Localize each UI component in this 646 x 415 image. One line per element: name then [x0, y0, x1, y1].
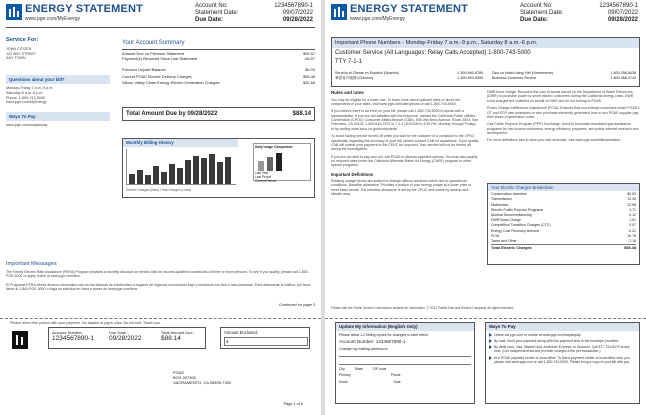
summary-row-label: Silicon Valley Clean Energy Electric Generation Charges: [122, 79, 220, 85]
account-number: 1234567890-1: [599, 3, 638, 9]
breakdown-total-row: [491, 244, 636, 250]
coupon-total-amount: $88.14: [161, 335, 181, 342]
header-meta: [520, 3, 638, 24]
phone-value: 1-800-893-9555: [457, 76, 483, 80]
page-number: Page 1 of 5: [283, 402, 303, 406]
total-amount-due-value: $88.14: [292, 111, 311, 117]
summary-row-value: $95.57: [303, 50, 315, 56]
phone-numbers-box: [331, 37, 640, 87]
amount-enclosed-box: [220, 327, 310, 349]
breakdown-label: Nuclear Decommissioning: [491, 213, 532, 217]
statement-date-label: Statement Date:: [520, 10, 564, 16]
statement-date: 09/07/2022: [282, 10, 313, 16]
breakdown-label: DWR Bond Charge: [491, 218, 521, 223]
chart-bar: [225, 157, 232, 184]
rules-and-rates: [331, 90, 479, 302]
zip-field-label: ZIP code: [372, 367, 387, 372]
statement-url: www.pge.com/MyEnergy: [350, 16, 406, 22]
address-line-1-input[interactable]: [339, 351, 471, 357]
billing-history-chart: [122, 138, 315, 198]
questions-website-link[interactable]: www.pge.com/MyEnergy: [6, 100, 47, 105]
service-town: ANY TOWN: [6, 56, 26, 61]
account-summary: [122, 40, 315, 86]
bullet-arrow-icon: [489, 333, 492, 337]
chart-bar: [193, 156, 200, 184]
questions-hours-saturday: Saturday 8 a.m.-6 p.m.: [6, 90, 44, 95]
update-info-instructions: Please allow 1-2 billing cycles for changes to take effect.: [339, 332, 429, 337]
questions-info: [6, 86, 110, 105]
pge-logo: [331, 4, 347, 20]
pay-option-online: Online via pge.com or mobile at www.pge.com/waystopay.: [494, 332, 582, 337]
phone-value: 1-800-468-4743: [610, 76, 636, 80]
messages-english: The Family Electric Rate Assistance (FERA) Program provides a monthly discount on electric bills for income-qualified households of three or more persons. To see if you qualify, please call 1-800-PGE-5000 or apply online at www.pge.com/fera.: [6, 269, 309, 279]
breakdown-total-label: Total Electric Charges: [491, 245, 532, 251]
phone-field-label[interactable]: Phone: [390, 373, 401, 378]
breakdown-label: Energy Cost Recovery Amount: [491, 228, 539, 233]
phone-label: Servicio al Cliente en Español (Spanish): [335, 71, 400, 75]
phone-row-chinese: [335, 76, 483, 81]
service-for-label: Service For:: [6, 37, 39, 43]
coupon-total-label: Total Amount Due:: [161, 330, 194, 335]
summary-divider: [122, 49, 315, 50]
coupon-due-date: 09/28/2022: [109, 335, 142, 342]
service-street: 123 ANY STREET: [6, 51, 37, 56]
chart-bar: [185, 160, 192, 184]
statement-url: www.pge.com/MyEnergy: [25, 16, 81, 22]
chart-plot-area: [126, 149, 236, 185]
footnote: Please visit the Public Service Commission website for information. © 2022 Pacific Gas and Electric Company. All rights reserved.: [331, 306, 514, 310]
breakdown-label: Taxes and Other: [491, 238, 517, 243]
pay-option-card: By debit card, Visa, MasterCard, American Express, or Discover. Call 877-704-8470 at any time. (Our independent service provider charges a fee per transaction.): [494, 345, 630, 354]
chart-bar: [209, 154, 216, 184]
update-info-title: Update My Information (English Only): [336, 323, 474, 331]
customer-service-line: Customer Service (All Languages; Relay Calls Accepted) 1-800-743-5000: [335, 49, 531, 56]
chart-bar: [161, 172, 168, 184]
coupon-account-number: 1234567890-1: [52, 335, 94, 342]
breakdown-value: 2.18: [629, 238, 636, 243]
charges-breakdown-box: [487, 183, 640, 265]
questions-phone: Phone: 1-800-743-5000: [6, 95, 45, 100]
breakdown-value: 0.07: [629, 223, 636, 228]
pge-logo: [6, 4, 22, 20]
remit-address: [173, 370, 231, 385]
update-account-label: Account Number:: [339, 338, 375, 344]
messages-title: Important Messages: [6, 261, 57, 267]
ways-to-pay-title: Ways To Pay: [486, 323, 639, 331]
chart-caption: Electric Charges (Bars) / Gas Charges (Lines): [126, 188, 192, 192]
summary-row-label: Payment(s) Received Since Last Statement: [122, 56, 198, 62]
breakdown-total-value: $55.48: [624, 245, 636, 251]
legend-last-period: Last Period: [255, 175, 272, 179]
summary-row-label: Current PG&E Electric Delivery Charges: [122, 74, 192, 80]
due-date-label: Due Date:: [520, 17, 549, 23]
pay-option-in-person: At a PG&E payment center or local office. To find a payment center or local office near you, please visit www.pge.com or call 1-800-743-5000. Please bring a copy of your bill with you.: [494, 355, 631, 364]
breakdown-value: 22.98: [627, 202, 636, 207]
due-date: 09/28/2022: [607, 17, 638, 23]
left-column: [6, 37, 110, 128]
ways-to-pay-box: [485, 322, 640, 404]
chart-bar: [169, 164, 176, 184]
return-note: Please return this portion with your payment. No staples or paper clips. Do not fold. Thank you.: [10, 321, 161, 325]
statement-title: ENERGY STATEMENT: [350, 3, 469, 15]
date-field-label[interactable]: Date: [393, 379, 401, 384]
account-label: Account No:: [195, 3, 228, 9]
breakdown-label: Competition Transition Charges (CTC): [491, 223, 551, 228]
summary-row-label: Previous Unpaid Balance: [122, 66, 166, 72]
summary-row-label: Amount Due on Previous Statement: [122, 50, 185, 56]
pay-option-mail: By mail: Send your payment along with this payment stub in the envelope provided.: [494, 338, 619, 343]
definition-paragraph: For more definitions and to view your rate schedule, visit www.pge.com/billexplanation.: [487, 138, 622, 143]
pge-logo-coupon: [12, 331, 28, 349]
breakdown-label: Transmission: [491, 197, 512, 202]
amount-enclosed-input[interactable]: [224, 337, 308, 346]
due-date: 09/28/2022: [282, 17, 313, 23]
update-info-form: [335, 322, 475, 404]
account-label: Account No:: [520, 3, 553, 9]
service-name: JOHN CITIZEN: [6, 46, 32, 51]
tear-line: [0, 318, 321, 319]
remit-address-line: PG&E: [173, 370, 185, 375]
breakdown-value: 12.42: [627, 197, 636, 202]
chart-title: Monthly Billing History: [123, 139, 238, 147]
statement-date-label: Statement Date:: [195, 10, 239, 16]
phone-label: Dịch vụ khách hàng Việt (Vietnamese): [492, 71, 553, 75]
primary-phone-label[interactable]: Primary: [339, 373, 351, 378]
remit-address-line: SACRAMENTO, CA 95899-7300: [173, 380, 232, 385]
ways-to-pay-link[interactable]: www.pge.com/waystopay: [6, 123, 48, 128]
questions-hours-weekday: Monday-Friday 7 a.m.-9 p.m.: [6, 86, 54, 91]
breakdown-value: 10.78: [627, 233, 636, 238]
rules-title: Rules and rates: [331, 90, 364, 95]
definition-paragraph: Gas Public Purpose Program (PPP) Surcharge: Used to fund state-mandated gas assistance programs for low-income customers, energy efficiency programs, and public-interest research and development.: [487, 122, 639, 135]
statement-date: 09/07/2022: [607, 10, 638, 16]
account-number: 1234567890-1: [274, 3, 313, 9]
account-summary-title: Your Account Summary: [122, 40, 185, 46]
messages-spanish: El Programa FERA ofrece ahorros mensuales solo en las facturas de electricidad a hogares de ingresos económicos bajo y medianos con tres o más personas. Para determinar si califica, por favor llame al 1-800-PGE-5000 o haga su solicitud en línea a través de www.pge.com/fera.: [6, 282, 311, 292]
important-messages: [6, 261, 315, 308]
update-account-number: 1234567890-1: [375, 338, 406, 344]
phone-row-business: [492, 76, 636, 81]
bullet-arrow-icon: [489, 356, 492, 360]
summary-row-value: $0.00: [305, 66, 315, 72]
legend-title: Daily Usage Comparison: [255, 145, 293, 149]
chart-bar: [145, 175, 152, 184]
breakdown-value: 4.71: [629, 207, 636, 212]
breakdown-title: Your Electric Charges Breakdown: [488, 184, 639, 191]
total-amount-due-label: Total Amount Due by 09/28/2022: [126, 111, 218, 117]
email-field-label[interactable]: Email: [339, 379, 348, 384]
definition-paragraph: Power Charge Indifference Adjustment (PCIA): Ensures that non-exempt customers under PG&E's GT and ECR rate schedules or who purchase electricity generated from a non-PG&E supplier pay their share of generation costs.: [487, 106, 640, 119]
usage-comparison-legend: [253, 143, 311, 181]
chart-bar: [201, 158, 208, 184]
definitions-text: Rotating outage blocks are subject to change without advance notice due to operational conditions. Baseline allowance: Provides a portion of your energy usage at a lower price to meet basic needs. The baseline allowance is set by the CPUC and varies by season and climate area.: [331, 179, 472, 197]
phone-numbers-title: Important Phone Numbers - Monday-Friday 7 a.m.-9 p.m., Saturday 8 a.m.-6 p.m.: [332, 38, 639, 48]
state-field-label: State: [354, 367, 363, 372]
breakdown-label: Conservation Incentive: [491, 192, 527, 197]
due-date-label: Due Date:: [195, 17, 224, 23]
legend-current: Current Period: [255, 179, 276, 183]
header-meta: [195, 3, 313, 24]
bullet-arrow-icon: [489, 345, 492, 349]
service-address: [6, 47, 110, 61]
breakdown-value: -0.22: [628, 228, 636, 233]
breakdown-label: Distribution: [491, 202, 509, 207]
breakdown-value: $0.53: [627, 192, 636, 197]
rules-paragraph: You may be eligible for a lower rate. To learn more about optional rates or about the components of your rates, visit www.pge.com/rateoptions or call 1-800-743-5000.: [331, 97, 461, 106]
chart-bar: [177, 168, 184, 184]
address-line-2-input[interactable]: [339, 359, 471, 365]
definition-paragraph: DWR bond charge: Recovers the cost of bonds issued by the Department of Water Resources (DWR) to purchase power to serve electric customers during the California energy crisis. DWR bond charges are collected on behalf of DWR and do not belong to PG&E.: [487, 90, 634, 103]
phone-label: 華語客戶服務 (Chinese): [335, 76, 374, 80]
header-divider: [6, 27, 315, 28]
chart-bar: [217, 162, 224, 184]
coupon-info-box: [48, 327, 206, 349]
city-field-label: City: [339, 367, 345, 372]
definitions-title: Important Definitions: [331, 171, 374, 177]
rules-paragraph: If you are not able to pay your bill, call PG&E to discuss payment options. You may also qualify for reduced rates under the California Alternate Rates for Energy (CARE) program or other special programs.: [331, 154, 478, 168]
statement-page-1: [0, 0, 321, 415]
breakdown-value: 0.12: [629, 213, 636, 217]
breakdown-label: PCIA: [491, 233, 500, 238]
summary-row-value: -95.57: [303, 56, 315, 62]
phone-label: Business Customer Service: [492, 76, 537, 80]
statement-title: ENERGY STATEMENT: [25, 3, 144, 15]
breakdown-label: Electric Public Purpose Programs: [491, 207, 544, 212]
remit-address-line: BOX 997300: [173, 375, 196, 380]
amount-enclosed-prefix: $: [226, 339, 229, 344]
legend-last-year: Last Year: [255, 171, 269, 175]
legend-bar-last-period: [267, 157, 273, 171]
summary-row-value: $55.48: [303, 74, 315, 80]
legend-bar-current: [276, 153, 282, 171]
chart-bar: [137, 170, 144, 184]
questions-title: Questions about your bill?: [6, 75, 110, 85]
tear-line: [325, 318, 646, 319]
chart-bar: [129, 174, 136, 184]
breakdown-value: 1.91: [629, 218, 636, 223]
mailing-address-label: Change my mailing address to:: [339, 346, 389, 351]
statement-page-2: [325, 0, 646, 415]
continued-note: Continued on page 3: [278, 302, 315, 308]
ways-to-pay-title: Ways To Pay: [6, 112, 110, 122]
phone-value: 1-800-298-8438: [610, 71, 636, 75]
chart-bar: [153, 166, 160, 184]
rules-paragraph: To avoid having service turned off while you wait for the outcome of a complaint to the CPUC specifically regarding the accuracy of your bill, please contact CAB for assistance. If you qualify, CAB will submit your payment to the CPUC for impound. Your service will not be turned off during the investigation.: [331, 134, 479, 152]
rate-definitions: [487, 90, 640, 143]
total-amount-due-box: [122, 107, 315, 121]
amount-enclosed-label: Amount Enclosed:: [224, 330, 258, 335]
bullet-arrow-icon: [489, 339, 492, 343]
summary-row: [122, 81, 315, 87]
rules-paragraph: If you believe there is an error on your bill, please call 1-800-743-5000 to speak with a representative. If you are not satisfied with the response, contact the California Public Utilities Commission (CPUC) Consumer Affairs Branch (CAB), 505 Van Ness Avenue, Room 2003, San Francisco, CA 94102, 1-800-649-7570 or 7-1-1 (8:30 AM to 4:30 PM, Monday through Friday) or by visiting www.cpuc.ca.gov/complaints/.: [331, 109, 479, 131]
coupon-account-label: Account Number:: [52, 330, 83, 335]
summary-row-value: $32.66: [303, 79, 315, 85]
legend-bar-last-year: [258, 161, 264, 171]
phone-value: 1-800-660-6789: [457, 71, 483, 75]
tty-line: TTY 7-1-1: [335, 59, 362, 66]
coupon-due-label: Due Date:: [109, 330, 128, 335]
